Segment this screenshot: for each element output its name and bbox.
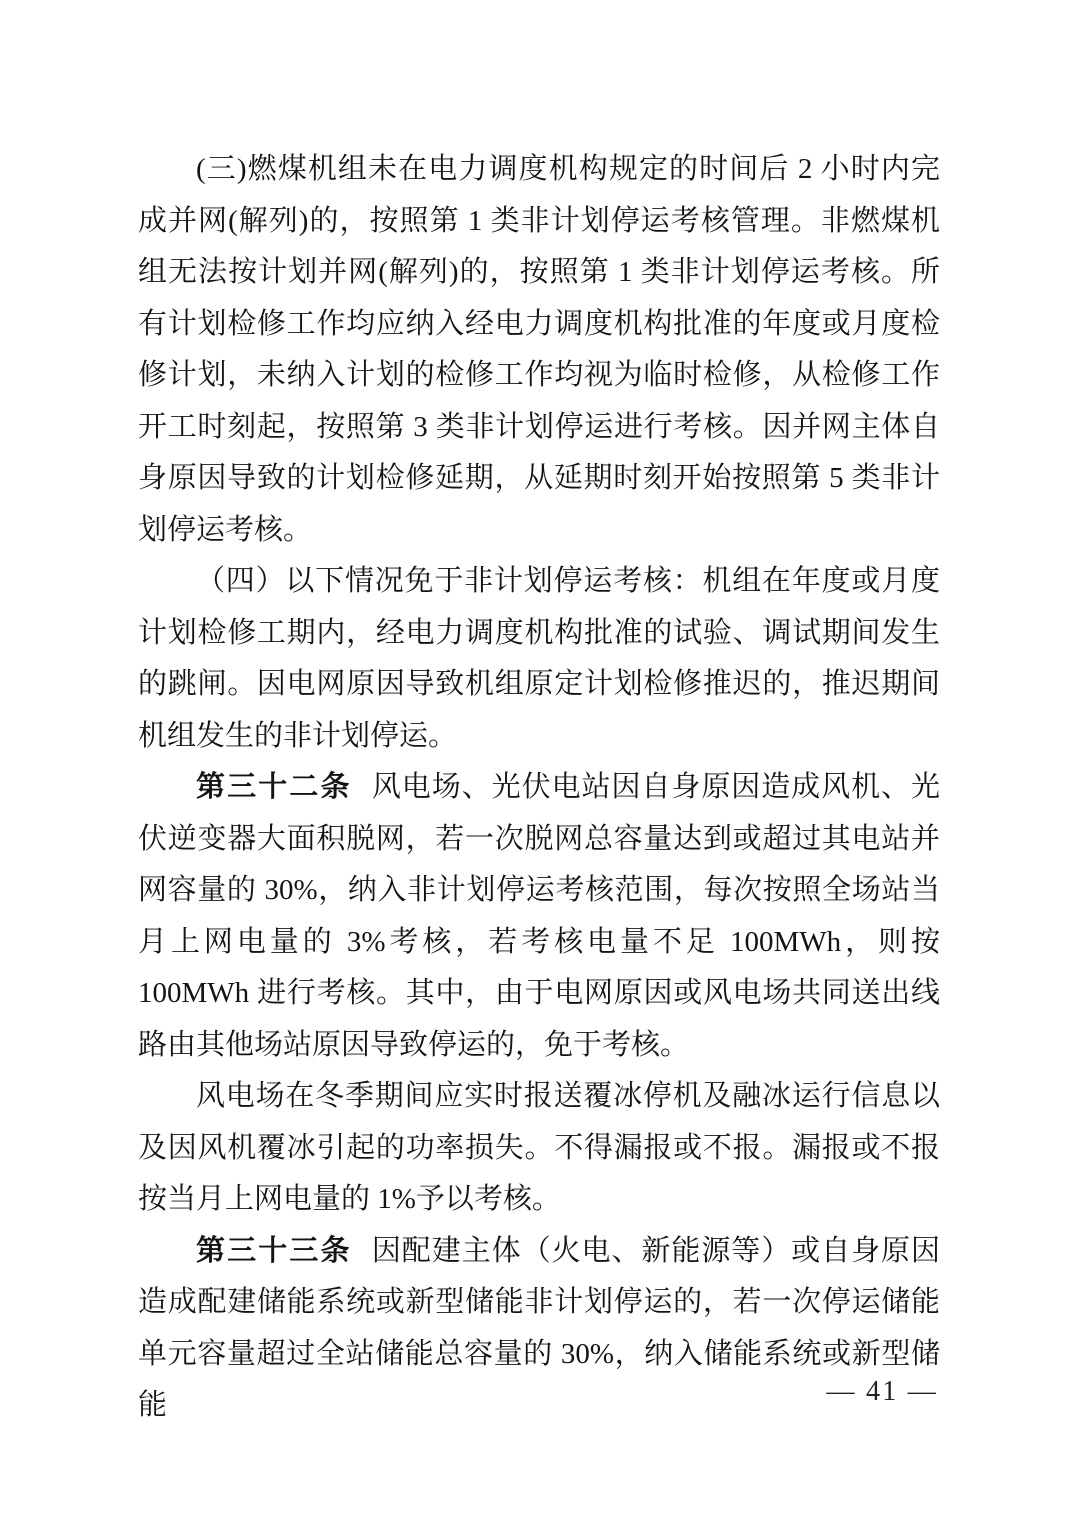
paragraph-text: (三)燃煤机组未在电力调度机构规定的时间后 2 小时内完成并网(解列)的，按照第 1 类非计划停运考核管理。非燃煤机组无法按计划并网(解列)的，按照第 1 类非计划停运考核。所有计划检修工作均应纳入经电力调度机构批准的年度或月度检修计划，未纳入计划的检修工作均视为临时检修，从检修工作开工时刻起，按照第 3 类非计划停运进行考核。因并网主体自身原因导致的计划检修延期，从延期时刻开始按照第 5 类非计划停运考核。 (138, 153, 940, 546)
paragraph-text: 风电场、光伏电站因自身原因造成风机、光伏逆变器大面积脱网，若一次脱网总容量达到或超过其电站并网容量的 30%，纳入非计划停运考核范围，每次按照全场站当月上网电量的 3%考核，若考核电量不足 100MWh，则按 100MWh 进行考核。其中，由于电网原因或风电场共同送出线路由其他场站原因导致停运的，免于考核。 (138, 771, 940, 1061)
paragraph-article-32 (138, 762, 940, 1071)
paragraph-text: 因配建主体（火电、新能源等）或自身原因造成配建储能系统或新型储能非计划停运的，若一次停运储能单元容量超过全站储能总容量的 30%，纳入储能系统或新型储能 (138, 1234, 940, 1421)
paragraph (138, 144, 940, 556)
page-footer (827, 1374, 938, 1410)
paragraph-text: 风电场在冬季期间应实时报送覆冰停机及融冰运行信息以及因风机覆冰引起的功率损失。不得漏报或不报。漏报或不报按当月上网电量的 1%予以考核。 (138, 1080, 940, 1215)
document-body (138, 144, 940, 1432)
paragraph (138, 556, 940, 762)
article-heading: 第三十二条 (196, 771, 352, 803)
paragraph (138, 1071, 940, 1226)
page-number: — 41 — (826, 1376, 938, 1407)
article-heading: 第三十三条 (196, 1234, 352, 1267)
paragraph-text: （四）以下情况免于非计划停运考核：机组在年度或月度计划检修工期内，经电力调度机构批准的试验、调试期间发生的跳闸。因电网原因导致机组原定计划检修推迟的，推迟期间机组发生的非计划停运。 (138, 565, 940, 752)
paragraph-article-33 (138, 1226, 940, 1432)
